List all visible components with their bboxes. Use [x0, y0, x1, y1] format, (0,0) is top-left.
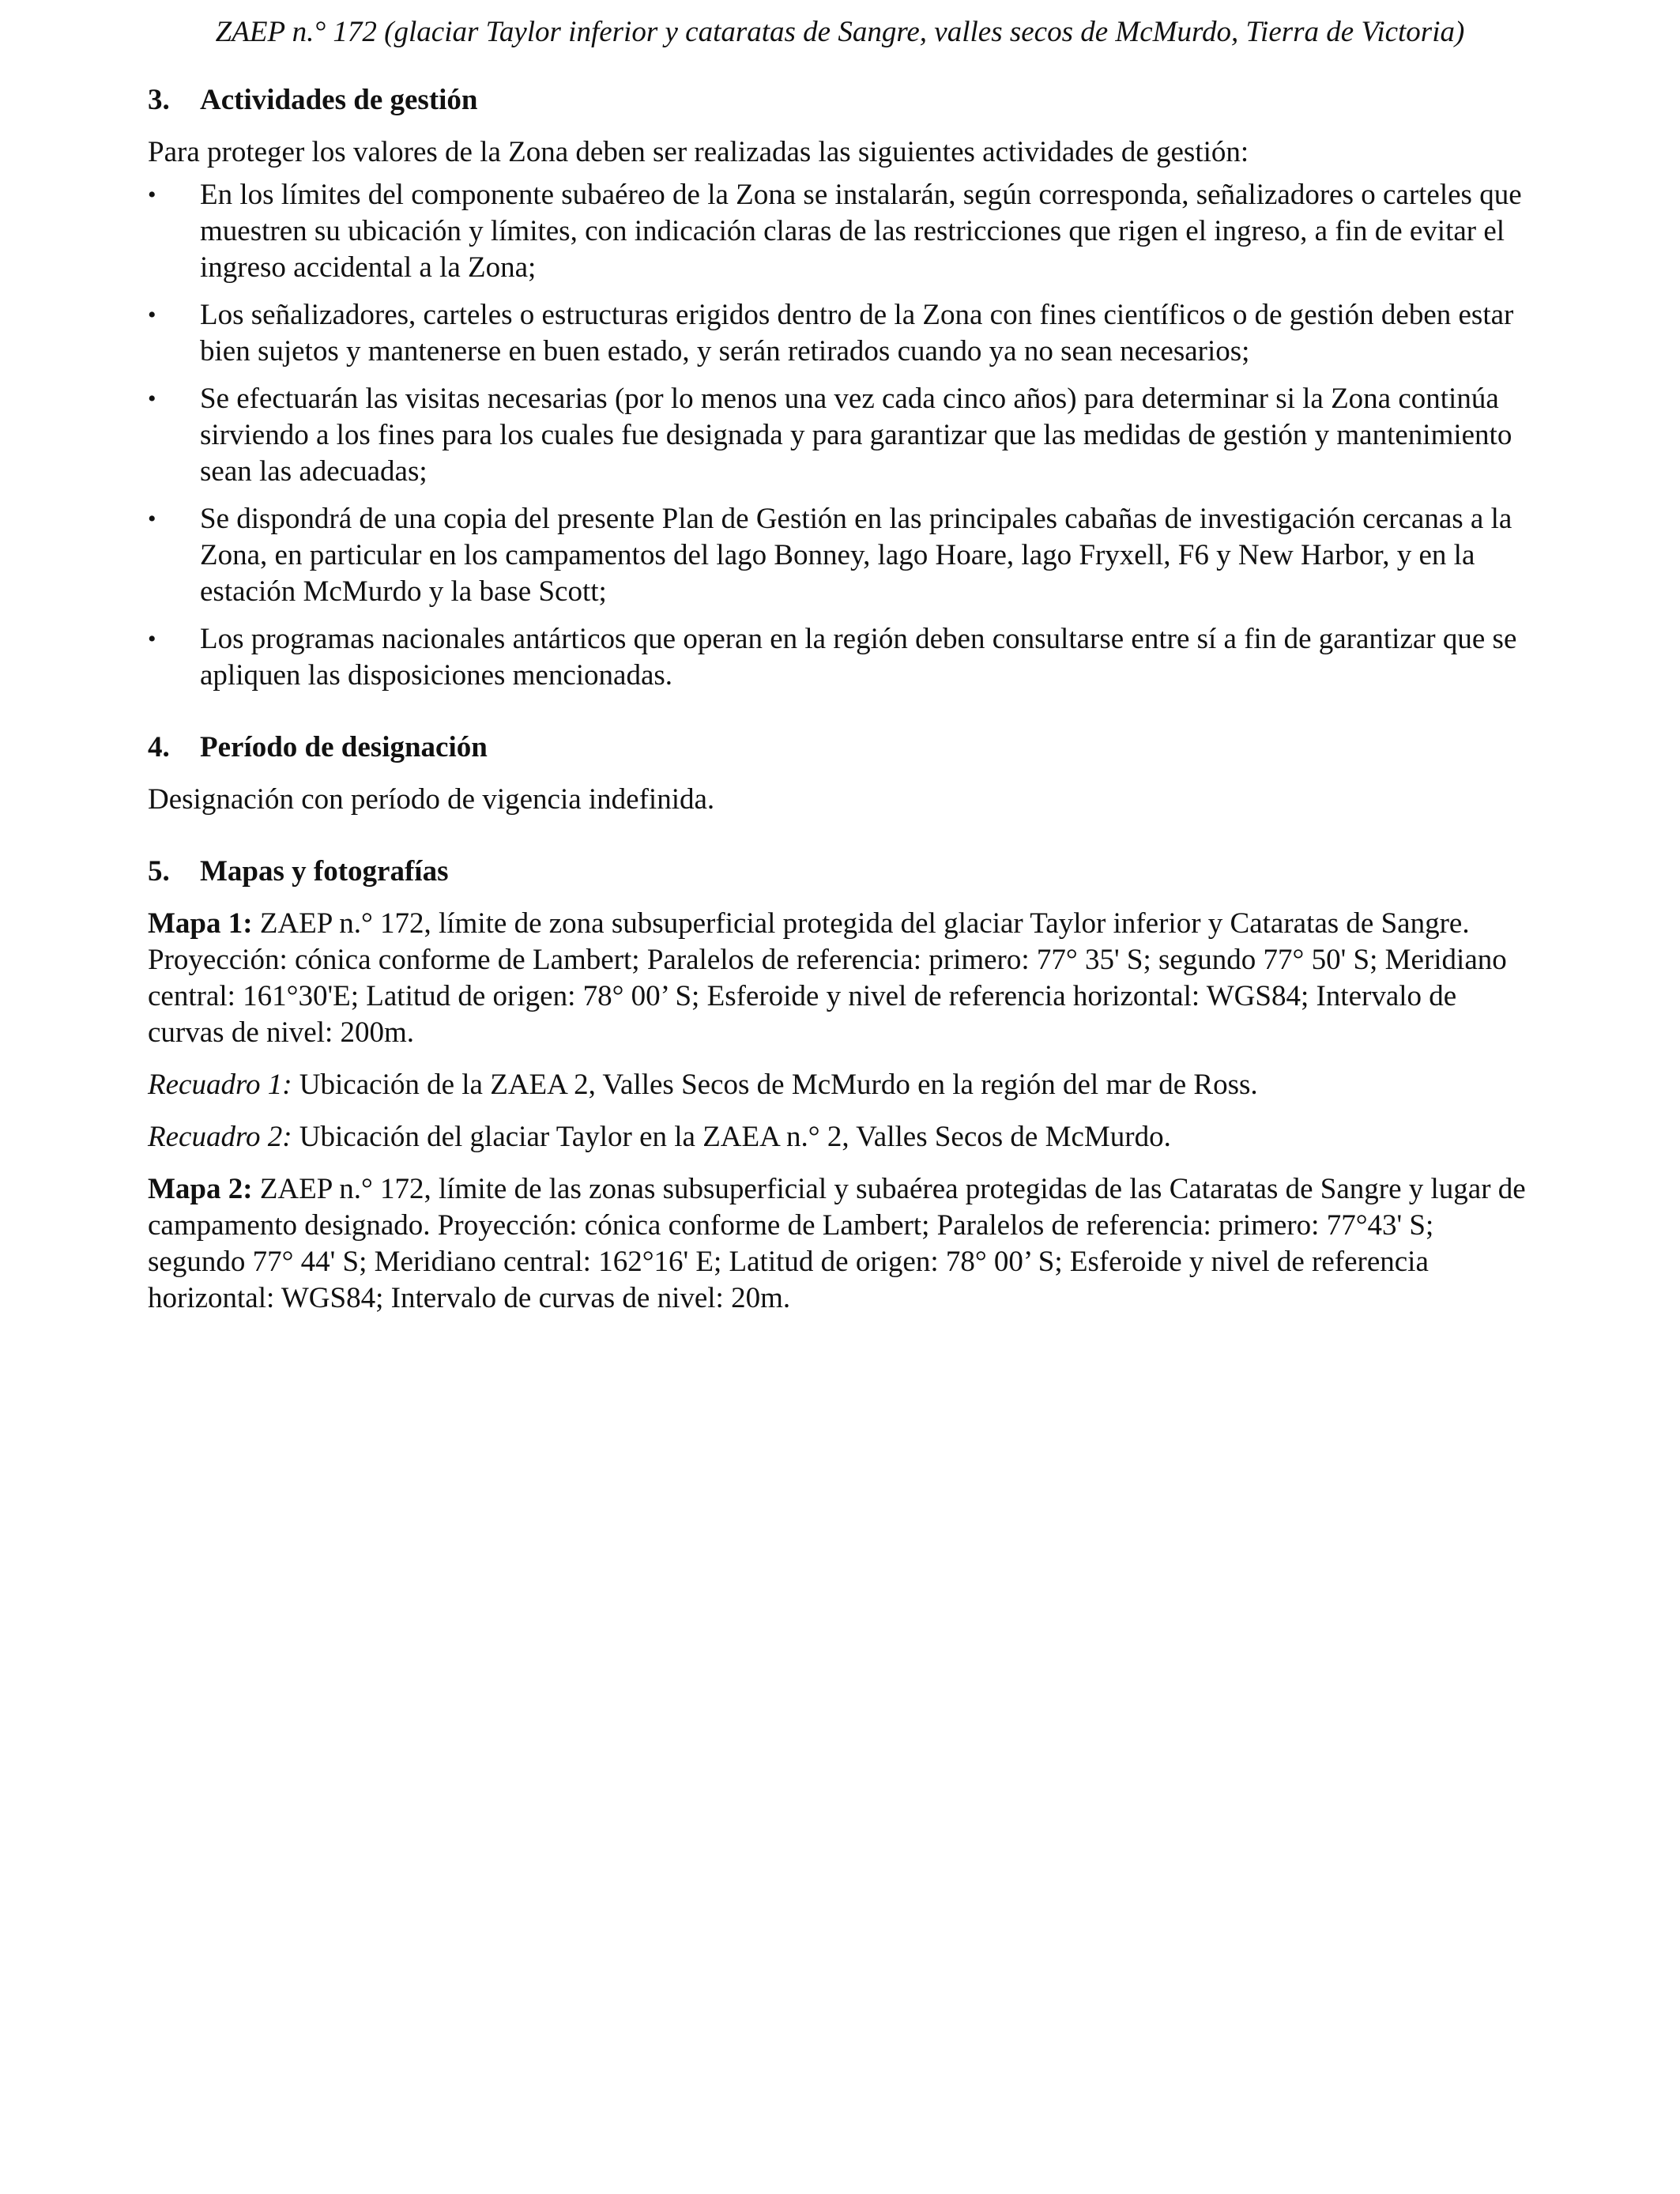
- bullet-icon: •: [148, 506, 156, 532]
- list-item-text: Los señalizadores, carteles o estructuras erigidos dentro de la Zona con fines científicos o de gestión deben estar bien sujetos y mantenerse en buen estado, y serán retirados cuando ya no sean necesarios;: [200, 299, 1514, 368]
- bullet-icon: •: [148, 302, 156, 328]
- inset-caption-text: Ubicación de la ZAEA 2, Valles Secos de McMurdo en la región del mar de Ross.: [292, 1069, 1258, 1101]
- list-item: [148, 501, 1531, 610]
- inset-caption-lead: Recuadro 1:: [148, 1069, 292, 1101]
- section-paragraph: Designación con período de vigencia indefinida.: [148, 783, 715, 816]
- map-caption: [148, 1171, 1531, 1317]
- inset-caption: [148, 1119, 1531, 1155]
- list-item-text: Los programas nacionales antárticos que operan en la región deben consultarse entre sí a fin de garantizar que se apliquen las disposiciones mencionadas.: [200, 623, 1517, 692]
- section-heading: [148, 854, 1531, 890]
- list-item-text: Se dispondrá de una copia del presente Plan de Gestión en las principales cabañas de investigación cercanas a la Zona, en particular en los campamentos del lago Bonney, lago Hoare, lago Fryxell, F6 y New Harbor, y en la estación McMurdo y la base Scott;: [200, 503, 1512, 608]
- section-number: 4.: [148, 731, 170, 763]
- section-title: Actividades de gestión: [200, 84, 478, 116]
- list-item: [148, 177, 1531, 286]
- section-heading: [148, 729, 1531, 766]
- map-caption-lead: Mapa 2:: [148, 1173, 253, 1205]
- bullet-list: [148, 177, 1531, 694]
- list-item: [148, 381, 1531, 490]
- section-number: 3.: [148, 84, 170, 116]
- map-caption-lead: Mapa 1:: [148, 907, 253, 940]
- list-item-text: En los límites del componente subaéreo de la Zona se instalarán, según corresponda, señalizadores o carteles que muestren su ubicación y límites, con indicación claras de las restricciones que rigen el ingreso, a fin de evitar el ingreso accidental a la Zona;: [200, 179, 1522, 284]
- bullet-icon: •: [148, 182, 156, 208]
- map-caption: [148, 906, 1531, 1051]
- bullet-icon: •: [148, 386, 156, 412]
- list-item: [148, 621, 1531, 694]
- bullet-icon: •: [148, 626, 156, 652]
- document-body: [148, 82, 1531, 1317]
- inset-caption-lead: Recuadro 2:: [148, 1121, 292, 1153]
- section-title: Período de designación: [200, 731, 488, 763]
- section-intro: Para proteger los valores de la Zona deben ser realizadas las siguientes actividades de gestión:: [148, 136, 1249, 168]
- list-item-text: Se efectuarán las visitas necesarias (por lo menos una vez cada cinco años) para determinar si la Zona continúa sirviendo a los fines para los cuales fue designada y para garantizar que las medidas de gestión y mantenimiento sean las adecuadas;: [200, 383, 1512, 488]
- map-caption-text: ZAEP n.° 172, límite de zona subsuperficial protegida del glaciar Taylor inferior y Cataratas de Sangre. Proyección: cónica conforme de Lambert; Paralelos de referencia: primero: 77° 35' S; segundo 77° 50' S; Meridiano central: 161°30'E; Latitud de origen: 78° 00’ S; Esferoide y nivel de referencia horizontal: WGS84; Intervalo de curvas de nivel: 200m.: [148, 907, 1507, 1049]
- section-heading: [148, 82, 1531, 119]
- inset-caption-text: Ubicación del glaciar Taylor en la ZAEA n.° 2, Valles Secos de McMurdo.: [292, 1121, 1171, 1153]
- running-header: ZAEP n.° 172 (glaciar Taylor inferior y cataratas de Sangre, valles secos de McMurdo, Tierra de Victoria): [215, 16, 1465, 48]
- section-number: 5.: [148, 855, 170, 888]
- section-title: Mapas y fotografías: [200, 855, 449, 888]
- inset-caption: [148, 1067, 1531, 1103]
- list-item: [148, 297, 1531, 370]
- map-caption-text: ZAEP n.° 172, límite de las zonas subsuperficial y subaérea protegidas de las Cataratas de Sangre y lugar de campamento designado. Proyección: cónica conforme de Lambert; Paralelos de referencia: primero: 77°43' S; segundo 77° 44' S; Meridiano central: 162°16' E; Latitud de origen: 78° 00’ S; Esferoide y nivel de referencia horizontal: WGS84; Intervalo de curvas de nivel: 20m.: [148, 1173, 1526, 1314]
